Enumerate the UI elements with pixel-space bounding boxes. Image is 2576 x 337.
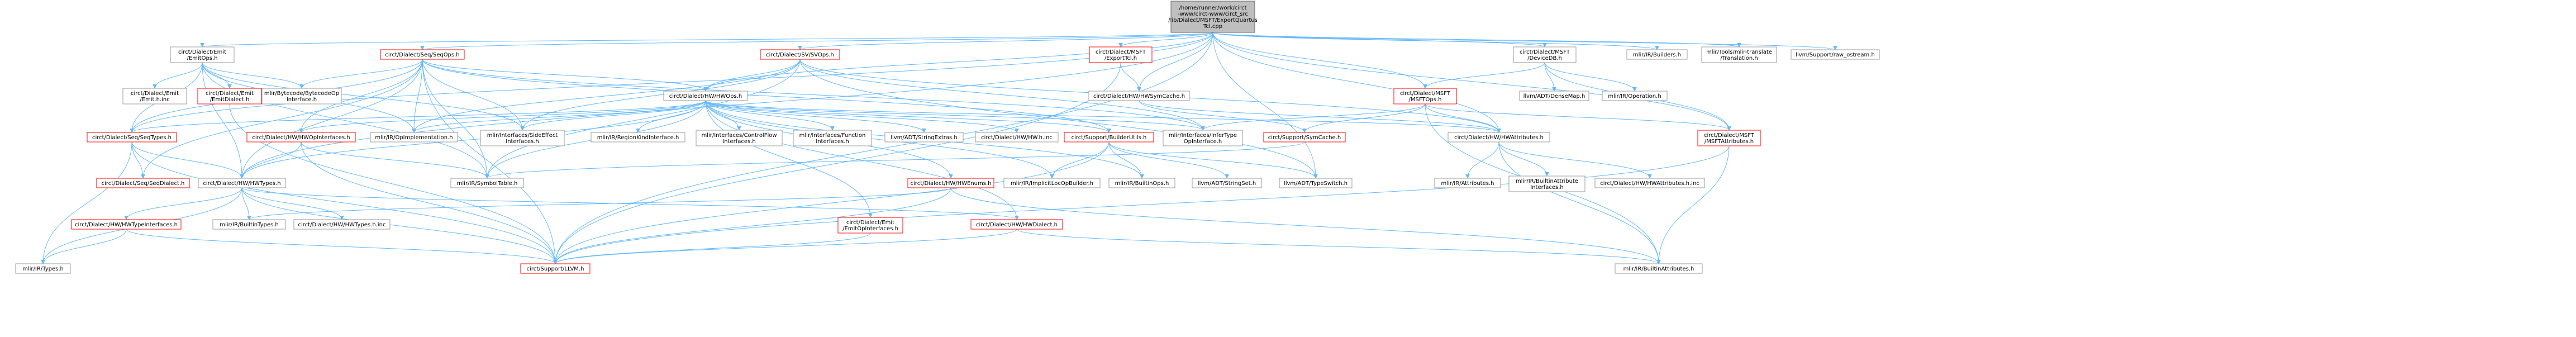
edge-root-to-irbuilders bbox=[1213, 32, 1657, 50]
node-label: circt/Dialect/MSFT bbox=[1400, 91, 1450, 97]
node-label: circt/Dialect/HW/HWSymCache.h bbox=[1093, 93, 1185, 99]
edge-hwtypes-to-hwtypesinc bbox=[242, 188, 342, 220]
node-label: circt/Dialect/MSFT bbox=[1096, 49, 1146, 55]
node-label: circt/Dialect/HW/HWAttributes.h bbox=[1454, 135, 1544, 141]
edge-hwtypeifcs-to-llvmh bbox=[126, 229, 555, 264]
node-label: llvm/ADT/DenseMap.h bbox=[1523, 93, 1585, 99]
node-label: mlir/Tools/mlir-translate bbox=[1706, 49, 1772, 55]
node-label: llvm/ADT/TypeSwitch.h bbox=[1283, 181, 1348, 187]
node-label: mlir/Interfaces/Function bbox=[799, 132, 866, 139]
node-svops[interactable] bbox=[760, 50, 840, 59]
node-hwdialect[interactable] bbox=[971, 220, 1063, 229]
edge-hwtypes-to-hwdialect bbox=[242, 188, 1017, 220]
edge-hwops-to-stringextras bbox=[706, 101, 924, 132]
edge-msftattrs-to-llvmh bbox=[555, 146, 1729, 264]
edge-seqops-to-llvmh bbox=[422, 59, 555, 264]
node-builtinattrifc[interactable] bbox=[1509, 176, 1585, 192]
node-label: mlir/IR/BuiltinAttribute bbox=[1516, 178, 1578, 184]
edge-root-to-seqtypes bbox=[132, 32, 1213, 132]
node-label: mlir/Interfaces/SideEffect bbox=[487, 132, 558, 139]
node-symcache[interactable] bbox=[1264, 132, 1345, 142]
node-emitops[interactable] bbox=[170, 47, 234, 63]
node-controlflow[interactable] bbox=[696, 130, 782, 146]
edge-hwtypes-to-llvmh bbox=[242, 188, 555, 264]
node-label: mlir/IR/Builders.h bbox=[1632, 52, 1682, 58]
node-hwops[interactable] bbox=[664, 91, 747, 101]
node-label: mlir/Interfaces/ControlFlow bbox=[701, 132, 777, 139]
node-bytecode[interactable] bbox=[262, 88, 341, 104]
node-label: /MSFTOps.h bbox=[1408, 97, 1442, 103]
edge-root-to-msftops bbox=[1213, 32, 1425, 88]
node-stringextras[interactable] bbox=[885, 132, 963, 142]
edge-root-to-hwattrs bbox=[1213, 32, 1499, 132]
node-label: circt/Dialect/HW/HWEnums.h bbox=[910, 181, 992, 187]
node-hwenums[interactable] bbox=[908, 178, 994, 188]
edge-hwops-to-seqtypes bbox=[132, 101, 706, 132]
node-label: /home/runner/work/circt bbox=[1179, 5, 1247, 11]
edge-root-to-exporttcl bbox=[1121, 32, 1213, 47]
edge-hwtypes-to-hwtypeifcs bbox=[126, 188, 242, 220]
edge-devicedb-to-densemap bbox=[1545, 63, 1554, 91]
node-label: circt/Dialect/Seq/SeqDialect.h bbox=[101, 181, 185, 187]
edge-hwops-to-hwopinterfaces bbox=[301, 101, 706, 132]
node-symboltable[interactable] bbox=[451, 178, 523, 188]
node-rawostream[interactable] bbox=[1791, 50, 1879, 59]
node-label: /MSFTAttributes.h bbox=[1704, 139, 1754, 145]
edge-svops-to-hwops bbox=[706, 59, 800, 91]
edge-builderutils-to-typeswitch bbox=[1109, 142, 1316, 178]
node-llvmh[interactable] bbox=[521, 264, 590, 273]
node-hwtypesinc[interactable] bbox=[294, 220, 390, 229]
node-label: mlir/IR/RegionKindInterface.h bbox=[597, 135, 679, 141]
node-seqdialect[interactable] bbox=[97, 178, 189, 188]
node-label: Interfaces.h bbox=[816, 139, 849, 145]
edge-hwops-to-emitopifcs bbox=[706, 101, 870, 217]
node-label: /Emit.h.inc bbox=[140, 97, 170, 103]
node-builtinops[interactable] bbox=[1109, 178, 1175, 188]
node-label: mlir/IR/OpImplementation.h bbox=[375, 135, 453, 141]
edge-hwtypeifcs-to-irtypes bbox=[43, 229, 126, 264]
node-label: circt/Dialect/HW/HWOps.h bbox=[669, 93, 742, 99]
node-label: mlir/IR/ImplicitLocOpBuilder.h bbox=[1010, 181, 1094, 187]
node-opimpl[interactable] bbox=[370, 132, 458, 142]
node-label: /lib/Dialect/MSFT/ExportQuartus bbox=[1168, 17, 1258, 23]
edge-devicedb-to-msftops bbox=[1425, 63, 1545, 88]
node-irattrs[interactable] bbox=[1435, 178, 1501, 188]
node-label: mlir/IR/BuiltinTypes.h bbox=[220, 222, 279, 228]
node-label: /Translation.h bbox=[1720, 55, 1758, 61]
node-exporttcl[interactable] bbox=[1089, 47, 1152, 63]
node-regionkind[interactable] bbox=[591, 132, 685, 142]
node-label: circt/Dialect/HW/HWOpInterfaces.h bbox=[252, 135, 350, 141]
node-label: circt/Dialect/Seq/SeqOps.h bbox=[385, 52, 460, 58]
node-label: circt/Support/LLVM.h bbox=[526, 266, 584, 272]
node-functionifc[interactable] bbox=[793, 130, 872, 146]
node-label: llvm/ADT/StringSet.h bbox=[1197, 181, 1256, 187]
node-devicedb[interactable] bbox=[1513, 47, 1576, 63]
node-msftattrs[interactable] bbox=[1698, 130, 1760, 146]
node-label: circt/Dialect/Emit bbox=[205, 91, 254, 97]
edge-hwdialect-to-builtinattrs bbox=[1017, 229, 1659, 264]
node-label: llvm/Support/raw_ostream.h bbox=[1796, 52, 1875, 58]
edge-seqtypes-to-llvmh bbox=[132, 142, 555, 264]
node-hwtypes[interactable] bbox=[198, 178, 285, 188]
node-irtypes[interactable] bbox=[16, 264, 70, 273]
node-label: circt/Dialect/MSFT bbox=[1520, 49, 1570, 55]
node-label: mlir/IR/SymbolTable.h bbox=[456, 181, 518, 187]
node-label: mlir/IR/BuiltinAttributes.h bbox=[1623, 266, 1694, 272]
node-label: circt/Dialect/HW/HWTypes.h bbox=[203, 181, 281, 187]
node-label: circt/Dialect/Seq/SeqTypes.h bbox=[92, 135, 172, 141]
node-label: mlir/IR/Attributes.h bbox=[1441, 181, 1494, 187]
edge-seqops-to-hwops bbox=[422, 59, 706, 91]
node-seqops[interactable] bbox=[380, 50, 464, 59]
node-msftops[interactable] bbox=[1394, 88, 1456, 104]
node-translation[interactable] bbox=[1702, 47, 1777, 63]
node-label: circt/Dialect/HW/HWTypeInterfaces.h bbox=[75, 222, 178, 228]
edge-seqtypes-to-seqdialect bbox=[132, 142, 143, 178]
node-builderutils[interactable] bbox=[1064, 132, 1154, 142]
edge-symcache-to-symboltable bbox=[487, 142, 1304, 178]
edge-svops-to-sideeffect bbox=[522, 59, 800, 130]
node-infertype[interactable] bbox=[1163, 130, 1242, 146]
node-label: mlir/IR/Types.h bbox=[22, 266, 64, 272]
node-label: /EmitOpInterfaces.h bbox=[842, 226, 898, 232]
node-typeswitch[interactable] bbox=[1279, 178, 1352, 188]
edge-emitops-to-emitemit bbox=[155, 63, 202, 88]
node-label: llvm/ADT/StringExtras.h bbox=[891, 135, 958, 141]
edge-hwdialect-to-llvmh bbox=[555, 229, 1017, 264]
node-label: circt/Dialect/Emit bbox=[846, 220, 895, 226]
edge-hwattrs-to-builtinattrifc bbox=[1499, 142, 1547, 176]
node-label: /EmitDialect.h bbox=[209, 97, 250, 103]
node-hwtypeifcs[interactable] bbox=[72, 220, 181, 229]
edge-hwopinterfaces-to-llvmh bbox=[301, 142, 555, 264]
node-label: circt/Dialect/HW/HWTypes.h.inc bbox=[298, 222, 386, 228]
edge-emitops-to-symboltable bbox=[202, 63, 487, 178]
node-stringset[interactable] bbox=[1192, 178, 1261, 188]
node-hwopinterfaces[interactable] bbox=[247, 132, 355, 142]
edge-builderutils-to-builtinops bbox=[1109, 142, 1142, 178]
edge-msftops-to-symcache bbox=[1304, 104, 1425, 132]
node-label: mlir/Interfaces/InferType bbox=[1168, 132, 1237, 139]
node-hwattrsinc[interactable] bbox=[1595, 178, 1704, 188]
edge-seqtypes-to-hwtypes bbox=[132, 142, 242, 178]
edge-hwattrs-to-irattrs bbox=[1468, 142, 1499, 178]
node-builtinattrs[interactable] bbox=[1615, 264, 1702, 273]
node-label: circt/Dialect/HW/HWDialect.h bbox=[976, 222, 1058, 228]
node-label: mlir/IR/BuiltinOps.h bbox=[1115, 181, 1169, 187]
node-implicitloc[interactable] bbox=[1004, 178, 1100, 188]
edge-root-to-msftattrs bbox=[1213, 32, 1729, 130]
node-label: Interface.h bbox=[286, 97, 317, 103]
node-label: Interfaces.h bbox=[1530, 184, 1564, 191]
edge-hwattrs-to-builtinattrs bbox=[1499, 142, 1659, 264]
node-builtintypes[interactable] bbox=[213, 220, 285, 229]
edge-hwops-to-infertype bbox=[706, 101, 1203, 130]
node-densemap[interactable] bbox=[1520, 91, 1589, 101]
node-label: /EmitOps.h bbox=[187, 55, 218, 61]
node-label: circt/Support/SymCache.h bbox=[1268, 135, 1341, 141]
node-label: mlir/Bytecode/BytecodeOp bbox=[264, 91, 340, 97]
node-seqtypes[interactable] bbox=[87, 132, 177, 142]
node-label: Interfaces.h bbox=[506, 139, 539, 145]
edge-emitops-to-bytecode bbox=[202, 63, 302, 88]
node-label: circt/Dialect/Emit bbox=[178, 49, 227, 55]
edge-emitopifcs-to-llvmh bbox=[555, 233, 870, 264]
edge-hwops-to-hwhinc bbox=[706, 101, 1017, 132]
node-label: Interfaces.h bbox=[722, 139, 756, 145]
edge-emitops-to-emitdialect bbox=[202, 63, 230, 88]
node-label: /ExportTcl.h bbox=[1104, 55, 1137, 61]
edge-emitops-to-hwtypes bbox=[202, 63, 242, 178]
node-label: circt/Dialect/HW/HWAttributes.h.inc bbox=[1600, 181, 1699, 187]
node-label: /DeviceDB.h bbox=[1527, 55, 1562, 61]
node-label: OpInterface.h bbox=[1183, 139, 1222, 145]
node-label: circt/Dialect/Emit bbox=[130, 91, 179, 97]
node-label: circt/Dialect/SV/SVOps.h bbox=[766, 52, 834, 58]
node-operation[interactable] bbox=[1602, 91, 1667, 101]
node-emitopifcs[interactable] bbox=[838, 217, 903, 233]
node-emitdialect[interactable] bbox=[198, 88, 261, 104]
node-label: circt/Dialect/HW/HW.h.inc bbox=[981, 135, 1053, 141]
edge-msftattrs-to-builtinattrs bbox=[1659, 146, 1729, 264]
node-root[interactable] bbox=[1168, 1, 1258, 32]
edge-root-to-typeswitch bbox=[1213, 32, 1316, 178]
node-label: Tcl.cpp bbox=[1203, 23, 1223, 30]
edge-hwops-to-hwdialect bbox=[706, 101, 1017, 220]
node-label: circt/Dialect/MSFT bbox=[1704, 132, 1754, 139]
node-hwsymcache[interactable] bbox=[1089, 91, 1189, 101]
edge-root-to-translation bbox=[1213, 32, 1739, 47]
node-label: circt/Support/BuilderUtils.h bbox=[1071, 135, 1147, 141]
node-label: mlir/IR/Operation.h bbox=[1608, 93, 1661, 99]
node-hwattrs[interactable] bbox=[1448, 132, 1550, 142]
node-hwhinc[interactable] bbox=[975, 132, 1058, 142]
node-irbuilders[interactable] bbox=[1627, 50, 1687, 59]
edge-builderutils-to-implicitloc bbox=[1052, 142, 1109, 178]
edge-seqtypes-to-irtypes bbox=[43, 142, 132, 264]
node-emitemit[interactable] bbox=[123, 88, 187, 104]
node-label: -www/circt-www/circt_src bbox=[1178, 11, 1248, 17]
node-sideeffect[interactable] bbox=[480, 130, 564, 146]
edge-hwenums-to-builtintypes bbox=[249, 188, 951, 220]
